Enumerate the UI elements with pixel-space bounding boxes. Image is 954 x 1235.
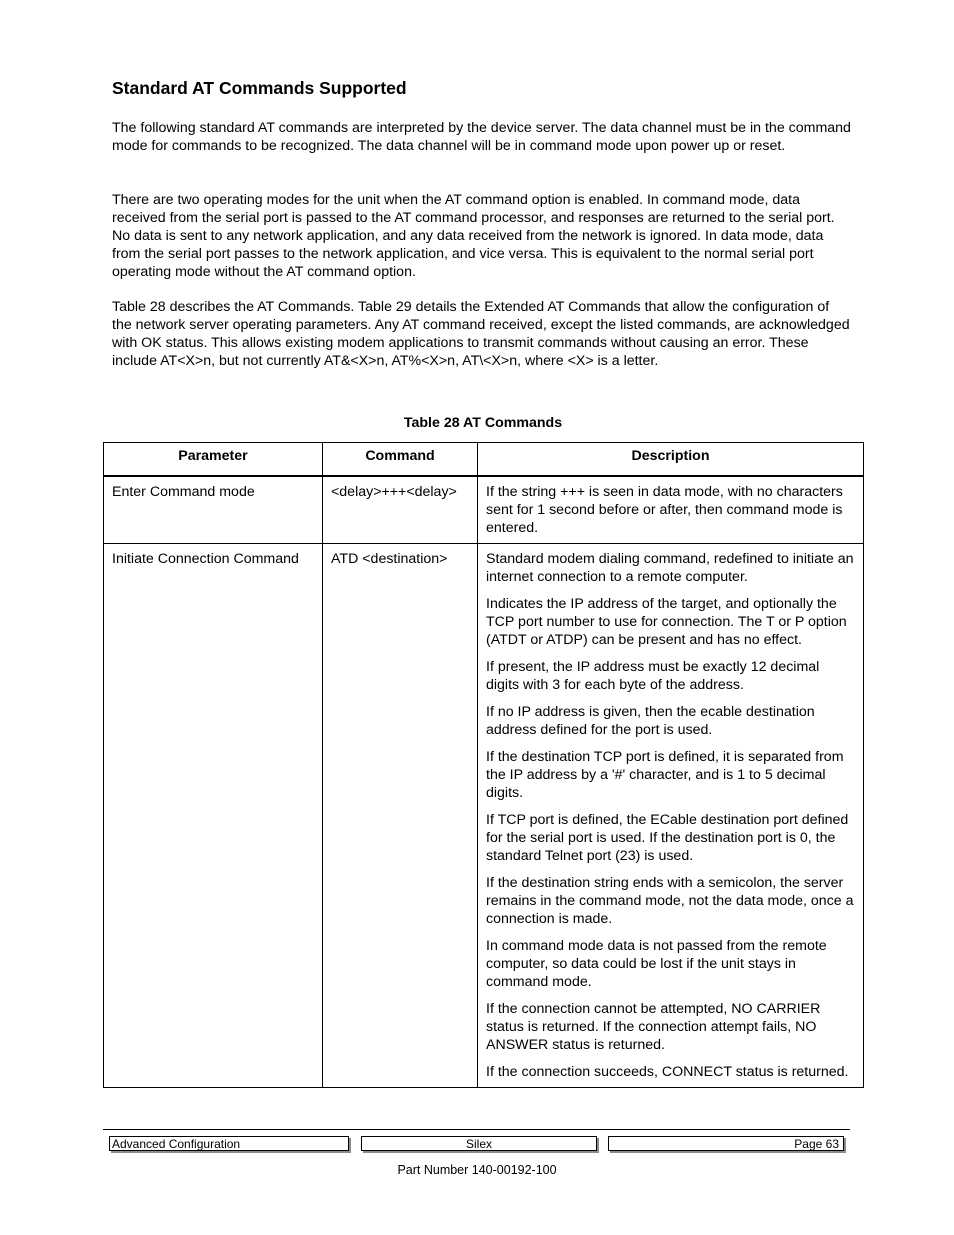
description-text: If the destination string ends with a semicolon, the server remains in the command mode, not the data mode, once a connection is made. <box>486 875 854 927</box>
cell-description <box>478 476 864 544</box>
section-title: Standard AT Commands Supported <box>112 78 407 98</box>
table-caption: Table 28 AT Commands <box>403 415 563 431</box>
table-reference-paragraph: Table 28 describes the AT Commands. Table 29 details the Extended AT Commands that allow the configuration of the network server operating parameters. Any AT command received, except the listed commands, are acknowledged with OK status. This allows existing modem applications to transmit commands without causing an error. These include AT<X>n, but not currently AT&<X>n, AT%<X>n, AT\<X>n, where <X> is a letter. <box>112 299 850 369</box>
description-text: If the string +++ is seen in data mode, with no characters sent for 1 second before or after, then command mode is entered. <box>486 484 843 536</box>
footer-page-number: Page 63 <box>608 1136 844 1151</box>
header-description: Description <box>478 443 864 477</box>
cell-parameter: Enter Command mode <box>104 476 323 544</box>
header-command: Command <box>323 443 478 477</box>
table-header-row <box>104 443 864 477</box>
description-text: Indicates the IP address of the target, and optionally the TCP port number to use for connection. The T or P option (ATDT or ATDP) can be present and has no effect. <box>486 596 847 648</box>
intro-paragraph: The following standard AT commands are interpreted by the device server. The data channel must be in the command mode for commands to be recognized. The data channel will be in command mode upon power up or reset. <box>112 120 851 154</box>
part-number: Part Number 140-00192-100 <box>397 1163 557 1177</box>
description-text: If the connection succeeds, CONNECT status is returned. <box>486 1064 849 1080</box>
description-text: Standard modem dialing command, redefined to initiate an internet connection to a remote computer. <box>486 551 854 585</box>
table-row <box>104 476 864 544</box>
cell-description <box>478 544 864 1088</box>
header-parameter: Parameter <box>104 443 323 477</box>
operating-modes-paragraph: There are two operating modes for the unit when the AT command option is enabled. In command mode, data received from the serial port is passed to the AT command processor, and responses are returned to the serial port. No data is sent to any network application, and any data received from the network is ignored. In data mode, data from the serial port passes to the network application, and vice versa. This is equivalent to the normal serial port operating mode without the AT command option. <box>112 192 835 280</box>
cell-command: ATD <destination> <box>323 544 478 1088</box>
at-commands-table <box>103 442 864 1088</box>
description-text: If TCP port is defined, the ECable destination port defined for the serial port is used. If the destination port is 0, the standard Telnet port (23) is used. <box>486 812 849 864</box>
description-text: If the connection cannot be attempted, NO CARRIER status is returned. If the connection attempt fails, NO ANSWER status is returned. <box>486 1001 821 1053</box>
table-row <box>104 544 864 1088</box>
cell-command: <delay>+++<delay> <box>323 476 478 544</box>
description-text: If present, the IP address must be exactly 12 decimal digits with 3 for each byte of the address. <box>486 659 820 693</box>
footer-rule <box>103 1129 850 1130</box>
description-text: If the destination TCP port is defined, it is separated from the IP address by a '#' character, and is 1 to 5 decimal digits. <box>486 749 844 801</box>
cell-parameter: Initiate Connection Command <box>104 544 323 1088</box>
footer-section-name: Advanced Configuration <box>109 1136 349 1151</box>
description-text: If no IP address is given, then the ecable destination address defined for the port is used. <box>486 704 815 738</box>
description-text: In command mode data is not passed from the remote computer, so data could be lost if the unit stays in command mode. <box>486 938 827 990</box>
footer-company: Silex <box>361 1136 597 1151</box>
